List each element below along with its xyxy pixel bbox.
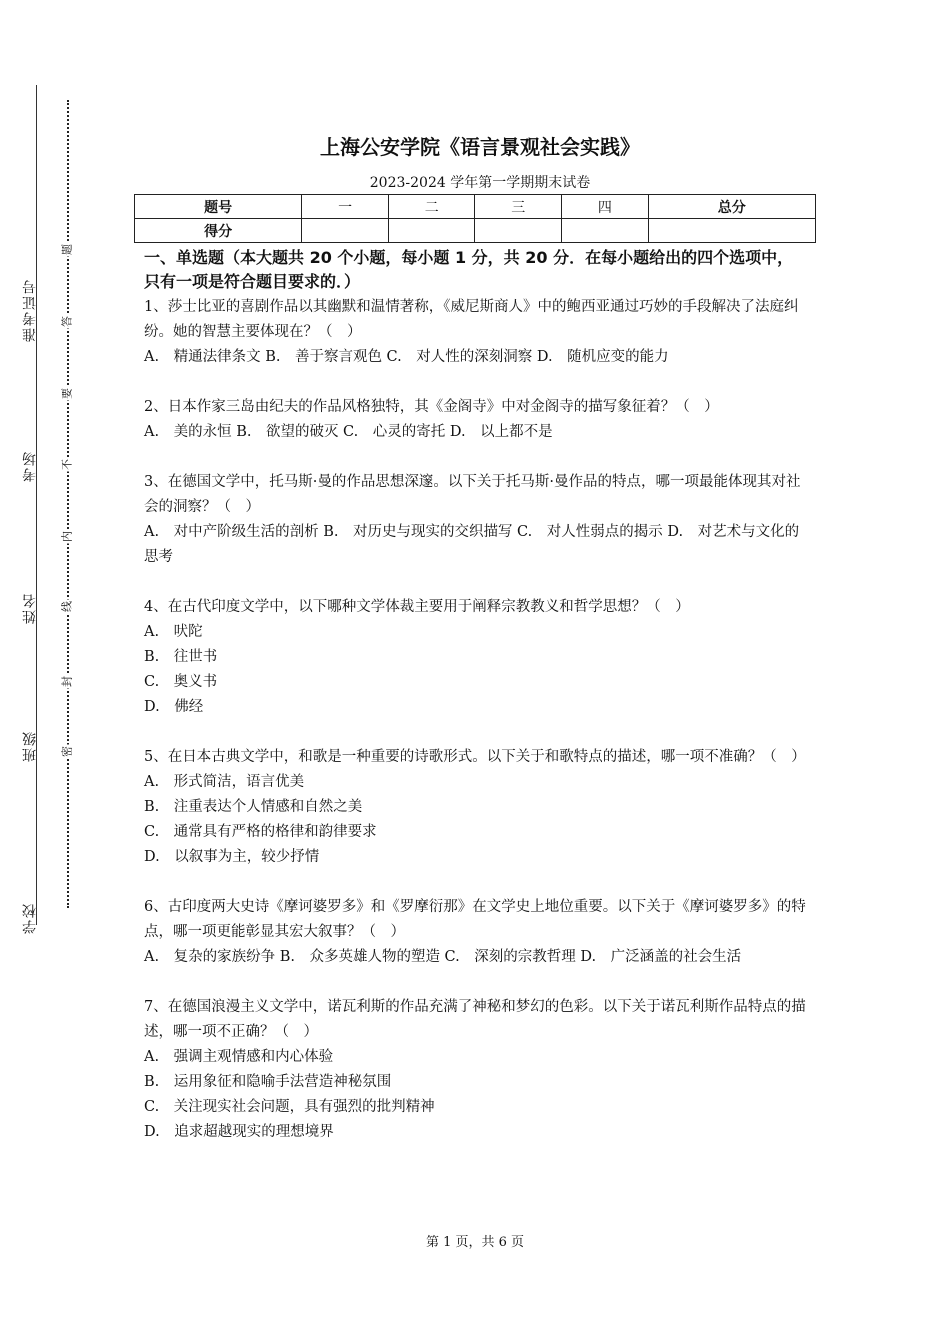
option-d: D. 追求超越现实的理想境界 xyxy=(144,1124,334,1140)
question-item xyxy=(144,595,809,720)
label-class: 班级 xyxy=(22,730,38,762)
option-a: A. 吠陀 xyxy=(144,624,203,640)
question-body xyxy=(144,246,809,1145)
score-input-cell[interactable] xyxy=(475,219,562,243)
option-c: C. 通常具有严格的格律和韵律要求 xyxy=(144,824,377,840)
option-d: D. 以叙事为主，较少抒情 xyxy=(144,849,320,865)
seal-char: 封 xyxy=(60,676,74,687)
binding-margin xyxy=(22,0,44,1344)
score-cell: 四 xyxy=(562,195,649,219)
question-options: A. 复杂的家族纷争 B. 众多英雄人物的塑造 C. 深刻的宗教哲理 D. 广泛涵盖的社会生活 xyxy=(144,949,742,965)
label-admission-number: 准考证号 xyxy=(22,278,38,342)
binding-dotted-line xyxy=(67,100,69,908)
label-name: 姓名 xyxy=(22,592,38,624)
page-title: 上海公安学院《语言景观社会实践》 xyxy=(320,135,640,159)
section-heading: 一、单选题（本大题共 20 个小题，每小题 1 分，共 20 分．在每小题给出的四个选项中，只有一项是符合题目要求的．） xyxy=(144,248,794,291)
score-table-header-row xyxy=(135,195,816,219)
question-options: A. 对中产阶级生活的剖析 B. 对历史与现实的交织描写 C. 对人性弱点的揭示 D. 对艺术与文化的思考 xyxy=(144,524,800,565)
score-input-cell[interactable] xyxy=(302,219,389,243)
question-item xyxy=(144,470,809,570)
question-stem: 1、莎士比亚的喜剧作品以其幽默和温情著称，《威尼斯商人》中的鲍西亚通过巧妙的手段解决了法庭纠纷。她的智慧主要体现在？（ ） xyxy=(144,299,799,340)
seal-char: 线 xyxy=(60,601,74,612)
score-input-cell[interactable] xyxy=(562,219,649,243)
score-table xyxy=(134,194,816,243)
option-b: B. 运用象征和隐喻手法营造神秘氛围 xyxy=(144,1074,392,1090)
question-options: A. 精通法律条文 B. 善于察言观色 C. 对人性的深刻洞察 D. 随机应变的能力 xyxy=(144,349,669,365)
seal-char: 内 xyxy=(60,531,74,542)
question-item xyxy=(144,895,809,970)
binding-solid-line xyxy=(36,85,37,925)
score-input-cell[interactable] xyxy=(648,219,815,243)
question-stem: 7、在德国浪漫主义文学中，诺瓦利斯的作品充满了神秘和梦幻的色彩。以下关于诺瓦利斯作品特点的描述，哪一项不正确？（ ） xyxy=(144,999,806,1040)
seal-char: 密 xyxy=(60,746,74,757)
option-a: A. 形式简洁，语言优美 xyxy=(144,774,305,790)
option-c: C. 奥义书 xyxy=(144,674,218,690)
score-cell: 三 xyxy=(475,195,562,219)
option-b: B. 注重表达个人情感和自然之美 xyxy=(144,799,363,815)
seal-char: 题 xyxy=(60,244,74,255)
option-b: B. 往世书 xyxy=(144,649,218,665)
page-subtitle: 2023-2024 学年第一学期期末试卷 xyxy=(369,175,591,191)
question-stem: 3、在德国文学中，托马斯·曼的作品思想深邃。以下关于托马斯·曼作品的特点，哪一项最能体现其对社会的洞察？（ ） xyxy=(144,474,801,515)
score-cell: 总分 xyxy=(648,195,815,219)
score-input-cell[interactable] xyxy=(388,219,475,243)
label-exam-room: 考场 xyxy=(22,450,38,482)
score-cell: 一 xyxy=(302,195,389,219)
question-item xyxy=(144,995,809,1145)
question-stem: 6、古印度两大史诗《摩诃婆罗多》和《罗摩衍那》在文学史上地位重要。以下关于《摩诃婆罗多》的特点，哪一项更能彰显其宏大叙事？（ ） xyxy=(144,899,806,940)
question-item xyxy=(144,395,809,445)
question-stem: 4、在古代印度文学中，以下哪种文学体裁主要用于阐释宗教教义和哲学思想？（ ） xyxy=(144,599,690,615)
page-footer: 第 1 页，共 6 页 xyxy=(425,1235,525,1250)
score-table-score-row xyxy=(135,219,816,243)
score-cell: 二 xyxy=(388,195,475,219)
question-options: A. 美的永恒 B. 欲望的破灭 C. 心灵的寄托 D. 以上都不是 xyxy=(144,424,553,440)
question-stem: 5、在日本古典文学中，和歌是一种重要的诗歌形式。以下关于和歌特点的描述，哪一项不准确？（ ） xyxy=(144,749,806,765)
option-c: C. 关注现实社会问题，具有强烈的批判精神 xyxy=(144,1099,435,1115)
option-d: D. 佛经 xyxy=(144,699,204,715)
seal-char: 不 xyxy=(60,459,74,470)
label-school: 学校 xyxy=(22,902,38,934)
question-item xyxy=(144,295,809,370)
seal-char: 答 xyxy=(60,316,74,327)
question-item xyxy=(144,745,809,870)
score-cell: 得分 xyxy=(135,219,302,243)
score-cell: 题号 xyxy=(135,195,302,219)
question-stem: 2、日本作家三岛由纪夫的作品风格独特，其《金阁寺》中对金阁寺的描写象征着？（ ） xyxy=(144,399,719,415)
option-a: A. 强调主观情感和内心体验 xyxy=(144,1049,334,1065)
seal-char: 要 xyxy=(60,388,74,399)
